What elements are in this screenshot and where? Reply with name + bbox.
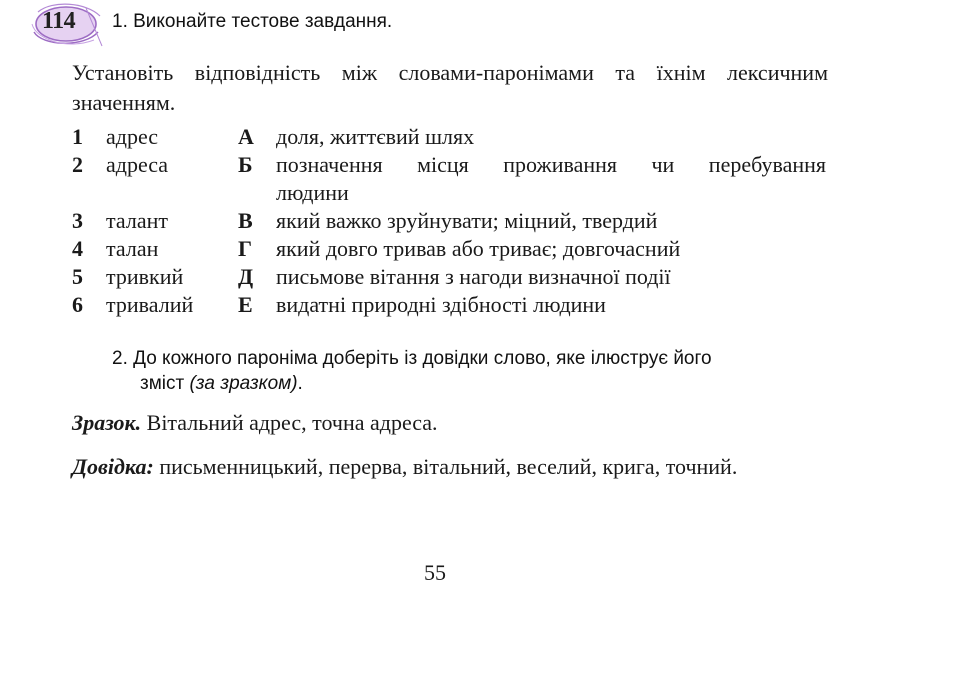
paronym-table xyxy=(72,123,832,319)
sample-paragraph xyxy=(72,408,438,438)
pair-number: 2 xyxy=(72,152,83,177)
task2-line2-italic: (за зразком) xyxy=(189,373,298,394)
pair-letter: Е xyxy=(238,292,253,317)
pair-letter: А xyxy=(238,124,254,149)
exercise-number: 114 xyxy=(42,8,76,34)
reference-paragraph xyxy=(72,452,828,482)
page-number: 55 xyxy=(424,560,446,585)
reference-label: Довідка: xyxy=(72,454,154,479)
pair-number: 5 xyxy=(72,264,83,289)
task2-line2-end: . xyxy=(297,373,303,394)
pair-word: тривкий xyxy=(106,264,184,289)
task1-title: 1. Виконайте тестове завдання. xyxy=(112,11,393,32)
pair-word: тривалий xyxy=(106,292,194,317)
task2-line2 xyxy=(112,371,842,396)
table-row xyxy=(72,179,832,207)
pair-meaning: доля, життєвий шлях xyxy=(276,124,475,149)
task2-instruction xyxy=(112,346,842,396)
table-row xyxy=(72,263,832,291)
table-row xyxy=(72,151,832,179)
table-row xyxy=(72,235,832,263)
pair-word: талан xyxy=(106,236,159,261)
task2-line1: 2. До кожного пароніма доберіть із довідки слово, яке ілюструє його xyxy=(112,348,712,369)
pair-word: адрес xyxy=(106,124,159,149)
sample-label: Зразок. xyxy=(72,410,142,435)
table-row xyxy=(72,123,832,151)
pair-letter: Г xyxy=(238,236,252,261)
pair-letter: Д xyxy=(238,264,254,289)
reference-text: письменницький, перерва, вітальний, веселий, крига, точний. xyxy=(159,454,738,479)
table-row xyxy=(72,207,832,235)
task1-intro: Установіть відповідність між словами-паронімами та їхнім лексичним значенням. xyxy=(72,60,828,115)
pair-word: адреса xyxy=(106,152,169,177)
pair-meaning: видатні природні здібності людини xyxy=(276,292,606,317)
table-row xyxy=(72,291,832,319)
pair-meaning: позначення місця проживання чи перебування xyxy=(276,152,826,177)
sample-text: Вітальний адрес, точна адреса. xyxy=(146,410,438,435)
pair-number: 4 xyxy=(72,236,83,261)
pair-number: 3 xyxy=(72,208,83,233)
pair-meaning-continuation: людини xyxy=(276,180,349,205)
exercise-badge xyxy=(28,2,108,50)
pair-meaning: який важко зруйнувати; міцний, твердий xyxy=(276,208,658,233)
pair-letter: Б xyxy=(238,152,253,177)
pair-number: 1 xyxy=(72,124,83,149)
pair-meaning: письмове вітання з нагоди визначної події xyxy=(276,264,671,289)
pair-letter: В xyxy=(238,208,253,233)
task2-line2-text: зміст xyxy=(140,373,185,394)
pair-meaning: який довго тривав або триває; довгочасний xyxy=(276,236,681,261)
pair-number: 6 xyxy=(72,292,83,317)
pair-word: талант xyxy=(106,208,168,233)
